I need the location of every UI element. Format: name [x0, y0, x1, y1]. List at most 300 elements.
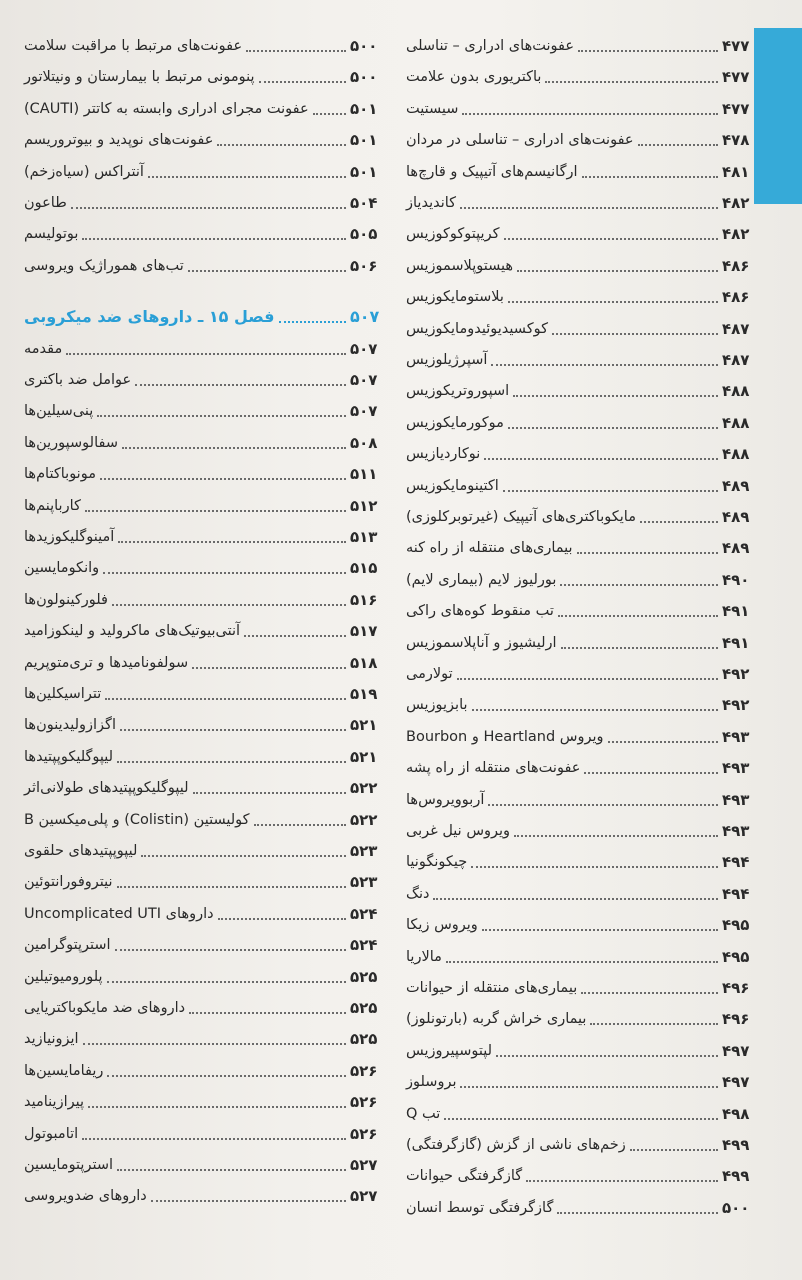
- dot-leader: [107, 961, 346, 983]
- toc-entry: [20, 864, 380, 892]
- dot-leader: [254, 804, 346, 826]
- toc-entry-page-number: ۴۸۹: [722, 539, 750, 558]
- toc-entry: [20, 959, 380, 987]
- toc-entry-page-number: ۴۷۷: [722, 37, 750, 55]
- toc-entry-page-number: ۵۱۸: [350, 653, 378, 672]
- toc-entry-page-number: ۵۱۳: [350, 528, 378, 546]
- dot-leader: [151, 1180, 346, 1202]
- toc-entry-page-number: ۴۹۶: [722, 1010, 750, 1029]
- dot-leader: [259, 61, 347, 83]
- toc-entry-page-number: ۵۰۵: [350, 225, 378, 244]
- dot-leader: [217, 124, 346, 146]
- toc-entry-title: کولیستین (Colistin) و پلی‌میکسین B: [24, 811, 250, 828]
- toc-entry-title: بوتولیسم: [24, 226, 79, 243]
- toc-entry-page-number: ۴۸۹: [722, 476, 750, 495]
- toc-entry-title: لیپوگلیکوپپتیدها: [24, 748, 114, 765]
- dot-leader: [313, 93, 346, 115]
- dot-leader: [526, 1160, 718, 1182]
- toc-entry-page-number: ۵۱۷: [350, 622, 378, 641]
- toc-entry-page-number: ۵۲۲: [350, 810, 378, 829]
- toc-entry-title: تولارمی: [406, 666, 453, 682]
- toc-entry: [20, 990, 380, 1018]
- dot-leader: [558, 595, 718, 617]
- dot-leader: [446, 941, 718, 963]
- toc-entry-title: ویروس زیکا: [406, 917, 478, 934]
- toc-entry-page-number: ۴۹۳: [722, 822, 750, 840]
- dot-leader: [193, 772, 346, 794]
- dot-leader: [246, 30, 346, 52]
- dot-leader: [472, 689, 718, 711]
- toc-entry-title: بروسلوز: [406, 1074, 457, 1091]
- toc-entry-page-number: ۴۷۸: [722, 131, 750, 150]
- toc-entry: [20, 550, 380, 578]
- toc-entry-page-number: ۵۱۶: [350, 590, 378, 609]
- toc-entry: [402, 279, 752, 307]
- dot-leader: [112, 584, 346, 606]
- toc-entry: [20, 613, 380, 641]
- dot-leader: [135, 364, 346, 386]
- toc-entry-page-number: ۴۹۳: [722, 759, 750, 778]
- toc-entry-page-number: ۵۰۸: [350, 433, 378, 452]
- toc-entry: [20, 122, 380, 150]
- toc-entry-page-number: ۵۲۴: [350, 904, 378, 923]
- dot-leader: [244, 615, 346, 637]
- toc-entry-page-number: ۵۲۳: [350, 842, 378, 860]
- toc-entry-title: گازگرفتگی حیوانات: [406, 1168, 523, 1185]
- dot-leader: [462, 93, 718, 115]
- dot-leader: [433, 878, 718, 900]
- toc-entry-page-number: ۵۰۰: [350, 37, 378, 55]
- toc-entry-page-number: ۴۸۸: [722, 382, 750, 401]
- toc-entry-page-number: ۵۰۷: [350, 402, 378, 421]
- toc-entry: [20, 456, 380, 484]
- toc-entry-page-number: ۵۰۴: [350, 194, 378, 212]
- toc-entry: [402, 1127, 752, 1155]
- toc-entry-page-number: ۵۲۵: [350, 1030, 378, 1049]
- toc-entry-page-number: ۵۰۱: [350, 131, 378, 150]
- toc-entry-title: سیستیت: [406, 100, 459, 117]
- toc-entry-title: آنتراکس (سیاه‌زخم): [24, 163, 144, 180]
- dot-leader: [66, 333, 346, 355]
- dot-leader: [482, 909, 718, 931]
- dot-leader: [496, 1035, 718, 1057]
- toc-entry-page-number: ۴۹۸: [722, 1104, 750, 1123]
- toc-entry-title: تب‌های هموراژیک ویروسی: [24, 257, 184, 274]
- dot-leader: [189, 992, 346, 1014]
- dot-leader: [100, 458, 346, 480]
- toc-entry: [402, 625, 752, 653]
- dot-leader: [513, 375, 718, 397]
- dot-leader: [192, 647, 346, 669]
- toc-entry-page-number: ۴۹۲: [722, 665, 750, 683]
- toc-entry-page-number: ۵۲۷: [350, 1156, 378, 1174]
- toc-entry-page-number: ۵۲۳: [350, 873, 378, 892]
- dot-leader: [103, 552, 346, 574]
- toc-entry-page-number: ۴۸۲: [722, 225, 750, 244]
- toc-entry-page-number: ۴۸۶: [722, 288, 750, 307]
- toc-entry: [20, 1084, 380, 1112]
- toc-entry: [20, 425, 380, 453]
- toc-entry-title: داروهای ضد مایکوباکتریایی: [24, 1000, 186, 1016]
- toc-entry-title: بیماری‌های منتقله از حیوانات: [406, 980, 578, 996]
- dot-leader: [503, 470, 718, 492]
- toc-entry-page-number: ۴۸۶: [722, 256, 750, 275]
- toc-entry-page-number: ۵۲۱: [350, 747, 378, 766]
- toc-entry-page-number: ۴۹۷: [722, 1073, 750, 1092]
- dot-leader: [584, 752, 718, 774]
- dot-leader: [82, 218, 346, 240]
- toc-entry-page-number: ۴۹۹: [722, 1167, 750, 1186]
- toc-entry-title: اکتینومایکوزیس: [406, 477, 499, 494]
- toc-entry-title: آمینوگلیکوزیدها: [24, 529, 115, 545]
- toc-entry-page-number: ۵۱۵: [350, 559, 378, 578]
- toc-entry-title: هیستوپلاسموزیس: [406, 257, 514, 274]
- toc-entry: [402, 28, 752, 56]
- toc-entry-page-number: ۴۹۶: [722, 979, 750, 997]
- toc-entry: [402, 939, 752, 967]
- toc-entry-title: اسپوروتریکوزیس: [406, 383, 510, 400]
- toc-entry-title: بابزیوزیس: [406, 697, 468, 714]
- toc-entry: [402, 562, 752, 590]
- toc-entry-title: نوکاردیازیس: [406, 446, 481, 463]
- dot-leader: [491, 344, 718, 366]
- dot-leader: [188, 250, 346, 272]
- toc-entry-page-number: ۵۰۷: [350, 371, 378, 389]
- toc-entry-page-number: ۵۲۵: [350, 967, 378, 986]
- toc-entry-title: عفونت‌های نوپدید و بیوتروریسم: [24, 132, 214, 149]
- dot-leader: [582, 156, 718, 178]
- toc-entry: [402, 499, 752, 527]
- toc-entry: [402, 405, 752, 433]
- toc-entry: [20, 185, 380, 213]
- toc-entry-page-number: ۵۰۶: [350, 256, 378, 275]
- toc-entry-title: اتامبوتول: [24, 1125, 79, 1142]
- toc-entry-page-number: ۵۱۱: [350, 465, 378, 484]
- toc-entry: [402, 970, 752, 998]
- toc-entry: [402, 154, 752, 182]
- toc-entry-page-number: ۴۹۱: [722, 633, 750, 652]
- toc-entry-title: اگزازولیدینون‌ها: [24, 717, 116, 734]
- toc-entry-page-number: ۵۰۱: [350, 162, 378, 181]
- toc-entry-page-number: ۴۸۷: [722, 351, 750, 369]
- toc-entry: [402, 687, 752, 715]
- toc-entry-title: آربوویروس‌ها: [406, 791, 485, 808]
- toc-entry: [20, 216, 380, 244]
- dot-leader: [105, 678, 346, 700]
- dot-leader: [88, 1086, 346, 1108]
- toc-entry-page-number: ۵۱۹: [350, 685, 378, 703]
- dot-leader: [97, 395, 346, 417]
- dot-leader: [561, 627, 718, 649]
- toc-entry-title: عوامل ضد باکتری: [24, 372, 132, 388]
- toc-entry: [20, 802, 380, 830]
- dot-leader: [608, 721, 718, 743]
- dot-leader: [560, 564, 718, 586]
- toc-entry-page-number: ۴۹۰: [722, 570, 750, 589]
- toc-entry-page-number: ۴۷۷: [722, 68, 750, 87]
- dot-leader: [117, 866, 346, 888]
- toc-entry-page-number: ۴۸۱: [722, 162, 750, 181]
- toc-entry: [20, 331, 380, 359]
- dot-leader: [471, 846, 718, 868]
- toc-entry: [402, 342, 752, 370]
- toc-entry-page-number: ۵۲۱: [350, 716, 378, 735]
- toc-entry: [20, 770, 380, 798]
- dot-leader: [484, 438, 718, 460]
- toc-entry-page-number: ۴۹۷: [722, 1041, 750, 1060]
- toc-entry: [20, 488, 380, 516]
- toc-entry-title: ویروس نیل غربی: [406, 823, 511, 839]
- toc-entry-page-number: ۴۸۸: [722, 413, 750, 432]
- dot-leader: [85, 490, 346, 512]
- toc-entry: [20, 154, 380, 182]
- dot-leader: [218, 898, 346, 920]
- toc-entry-title: عفونت‌های ادراری – تناسلی: [406, 38, 574, 54]
- toc-entry: [402, 1033, 752, 1061]
- toc-entry-title: فصل ۱۵ ـ داروهای ضد میکروبی: [24, 307, 275, 327]
- dot-leader: [279, 301, 346, 323]
- toc-entry: [402, 593, 752, 621]
- toc-entry: [402, 1096, 752, 1124]
- toc-entry: [20, 59, 380, 87]
- toc-entry-title: استرپتوگرامین: [24, 937, 111, 954]
- dot-leader: [577, 532, 718, 554]
- toc-entry-title: چیکونگونیا: [406, 854, 468, 871]
- toc-entry-page-number: ۵۲۶: [350, 1061, 378, 1080]
- toc-entry: [402, 122, 752, 150]
- toc-right-column: [402, 28, 752, 1278]
- dot-leader: [488, 784, 718, 806]
- toc-entry: [20, 896, 380, 924]
- toc-entry-title: وانکومایسین: [24, 560, 100, 577]
- chapter-heading: [20, 299, 380, 327]
- dot-leader: [508, 281, 718, 303]
- toc-entry: [402, 530, 752, 558]
- toc-entry-page-number: ۴۹۵: [722, 916, 750, 935]
- dot-leader: [107, 1055, 346, 1077]
- toc-entry-title: مایکوباکتری‌های آتیپیک (غیرتوبرکلوزی): [406, 509, 636, 525]
- toc-entry-title: آسپرژیلوزیس: [406, 352, 488, 368]
- toc-entry: [20, 707, 380, 735]
- dot-leader: [630, 1129, 718, 1151]
- toc-entry: [20, 645, 380, 673]
- toc-entry-page-number: ۴۹۴: [722, 884, 750, 903]
- toc-entry: [402, 59, 752, 87]
- toc-entry-title: طاعون: [24, 195, 67, 211]
- toc-entry-page-number: ۵۰۷: [350, 339, 378, 358]
- toc-entry-title: دنگ: [406, 885, 430, 902]
- toc-entry-title: مونوباکتام‌ها: [24, 466, 96, 483]
- toc-entry-title: سولفونامیدها و تری‌متوپریم: [24, 654, 189, 671]
- toc-entry-title: کارباپنم‌ها: [24, 497, 81, 514]
- dot-leader: [460, 1066, 718, 1088]
- toc-entry: [402, 876, 752, 904]
- toc-entry-page-number: ۵۲۲: [350, 779, 378, 798]
- toc-entry: [20, 676, 380, 704]
- toc-entry-title: لیپوگلیکوپپتیدهای طولانی‌اثر: [24, 780, 189, 797]
- dot-leader: [508, 407, 718, 429]
- toc-entry-page-number: ۴۹۲: [722, 696, 750, 715]
- toc-entry: [20, 1053, 380, 1081]
- toc-entry-page-number: ۴۷۷: [722, 99, 750, 118]
- dot-leader: [71, 187, 346, 209]
- toc-entry: [402, 813, 752, 841]
- toc-entry: [402, 373, 752, 401]
- dot-leader: [82, 1118, 346, 1140]
- toc-entry-title: ارگانیسم‌های آتیپیک و قارچ‌ها: [406, 163, 578, 180]
- toc-entry-title: ارلیشیوز و آناپلاسموزیس: [406, 634, 557, 651]
- toc-entry: [402, 311, 752, 339]
- toc-entry-title: تب Q: [406, 1105, 441, 1122]
- dot-leader: [557, 1192, 718, 1214]
- toc-entry: [402, 656, 752, 684]
- toc-entry: [402, 185, 752, 213]
- toc-entry: [20, 248, 380, 276]
- toc-entry-page-number: ۵۲۵: [350, 999, 378, 1017]
- toc-entry: [20, 519, 380, 547]
- toc-entry-page-number: ۴۹۳: [722, 790, 750, 809]
- toc-entry-page-number: ۴۸۲: [722, 194, 750, 212]
- toc-entry-title: ریفامایسین‌ها: [24, 1062, 104, 1079]
- toc-entry-title: مالاریا: [406, 948, 442, 965]
- toc-entry: [402, 216, 752, 244]
- toc-entry-page-number: ۴۹۹: [722, 1136, 750, 1154]
- toc-entry: [402, 1158, 752, 1186]
- toc-entry-title: داروهای ضدویروسی: [24, 1188, 147, 1205]
- toc-entry-title: بیماری خراش گربه (بارتونلوز): [406, 1011, 587, 1028]
- toc-entry-page-number: ۴۸۹: [722, 508, 750, 526]
- toc-entry-title: کاندیدیاز: [406, 195, 457, 211]
- toc-entry-title: پیرازینامید: [24, 1094, 85, 1111]
- dot-leader: [141, 835, 346, 857]
- dot-leader: [578, 30, 718, 52]
- toc-entry: [20, 1021, 380, 1049]
- dot-leader: [590, 1003, 718, 1025]
- dot-leader: [120, 709, 346, 731]
- chapter-tab-marker: [754, 28, 802, 204]
- toc-entry: [402, 782, 752, 810]
- toc-entry-page-number: ۴۹۵: [722, 947, 750, 966]
- toc-entry-page-number: ۵۲۴: [350, 936, 378, 955]
- toc-entry-title: عفونت‌های منتقله از راه پشه: [406, 760, 581, 777]
- dot-leader: [148, 156, 346, 178]
- toc-entry: [402, 907, 752, 935]
- dot-leader: [640, 501, 718, 523]
- dot-leader: [457, 658, 718, 680]
- dot-leader: [552, 313, 718, 335]
- toc-entry-title: تتراسیکلین‌ها: [24, 686, 102, 702]
- dot-leader: [545, 61, 718, 83]
- toc-entry-title: استرپتومایسین: [24, 1157, 114, 1173]
- toc-entry-page-number: ۵۱۲: [350, 496, 378, 515]
- toc-entry: [402, 719, 752, 747]
- toc-entry: [20, 582, 380, 610]
- toc-entry-title: آنتی‌بیوتیک‌های ماکرولید و لینکوزامید: [24, 623, 241, 640]
- dot-leader: [581, 972, 718, 994]
- toc-entry-title: لپتوسپیروزیس: [406, 1042, 493, 1059]
- toc-entry-title: سفالوسپورین‌ها: [24, 434, 118, 451]
- toc-entry-title: لیپوپپتیدهای حلقوی: [24, 843, 138, 859]
- toc-entry-title: ویروس Heartland و Bourbon: [406, 728, 604, 745]
- toc-entry-page-number: ۴۹۱: [722, 602, 750, 621]
- toc-entry-page-number: ۵۲۷: [350, 1187, 378, 1206]
- toc-entry-title: موکورمایکوزیس: [406, 414, 504, 431]
- dot-leader: [117, 1149, 346, 1171]
- toc-entry-title: نیتروفورانتوئین: [24, 874, 113, 891]
- toc-entry-title: پلورومیوتیلین: [24, 968, 103, 985]
- toc-entry: [402, 1001, 752, 1029]
- toc-entry-title: تب منقوط کوه‌های راکی: [406, 603, 554, 620]
- toc-entry: [20, 1116, 380, 1144]
- toc-entry: [20, 393, 380, 421]
- toc-entry-page-number: ۵۰۰: [722, 1198, 750, 1217]
- toc-entry: [20, 833, 380, 861]
- toc-entry-page-number: ۵۲۶: [350, 1093, 378, 1112]
- dot-leader: [460, 187, 718, 209]
- toc-entry-title: پنومونی مرتبط با بیمارستان و ونیتلاتور: [24, 69, 255, 86]
- toc-entry: [402, 91, 752, 119]
- toc-entry-page-number: ۵۰۷: [350, 307, 380, 327]
- dot-leader: [83, 1023, 346, 1045]
- toc-entry-title: کریپتوکوکوزیس: [406, 226, 500, 243]
- toc-entry-page-number: ۵۲۶: [350, 1124, 378, 1143]
- dot-leader: [115, 929, 346, 951]
- toc-entry: [402, 844, 752, 872]
- toc-left-column: [20, 28, 380, 1278]
- toc-entry: [402, 1064, 752, 1092]
- dot-leader: [444, 1098, 718, 1120]
- toc-entry-title: عفونت مجرای ادراری وابسته به کاتتر (CAUTI): [24, 100, 309, 117]
- toc-entry-title: بورلیوز لایم (بیماری لایم): [406, 571, 557, 588]
- toc-entry: [20, 91, 380, 119]
- toc-entry-page-number: ۵۰۰: [350, 68, 378, 87]
- toc-entry-title: گازگرفتگی توسط انسان: [406, 1199, 554, 1216]
- toc-entry: [20, 1178, 380, 1206]
- toc-entry-title: بیماری‌های منتقله از راه کنه: [406, 540, 573, 557]
- toc-entry: [402, 1190, 752, 1218]
- toc-entry: [20, 927, 380, 955]
- toc-entry-title: کوکسیدیوئیدومایکوزیس: [406, 320, 549, 337]
- dot-leader: [504, 218, 719, 240]
- toc-entry: [402, 468, 752, 496]
- dot-leader: [514, 815, 718, 837]
- toc-entry: [20, 1147, 380, 1175]
- toc-entry: [402, 248, 752, 276]
- toc-entry: [20, 28, 380, 56]
- toc-entry-title: عفونت‌های ادراری – تناسلی در مردان: [406, 132, 634, 149]
- toc-entry-title: پنی‌سیلین‌ها: [24, 403, 94, 420]
- toc-entry-title: عفونت‌های مرتبط با مراقبت سلامت: [24, 38, 243, 54]
- toc-entry-page-number: ۴۸۸: [722, 445, 750, 464]
- toc-entry-title: مقدمه: [24, 340, 63, 357]
- toc-entry-page-number: ۴۸۷: [722, 319, 750, 338]
- dot-leader: [117, 741, 346, 763]
- toc-entry-title: بلاستومایکوزیس: [406, 289, 504, 306]
- toc-entry: [20, 739, 380, 767]
- toc-entry: [20, 362, 380, 390]
- dot-leader: [638, 124, 718, 146]
- toc-entry-page-number: ۴۹۳: [722, 727, 750, 746]
- dot-leader: [517, 250, 718, 272]
- toc-entry: [402, 750, 752, 778]
- toc-entry-title: زخم‌های ناشی از گزش (گازگرفتگی): [406, 1137, 626, 1153]
- toc-entry-title: ایزونیازید: [24, 1031, 79, 1048]
- toc-entry: [402, 436, 752, 464]
- toc-entry-page-number: ۵۰۱: [350, 99, 378, 118]
- toc-entry-page-number: ۴۹۴: [722, 853, 750, 872]
- toc-entry-title: داروهای Uncomplicated UTI: [24, 905, 214, 922]
- toc-entry-title: باکتریوری بدون علامت: [406, 69, 542, 86]
